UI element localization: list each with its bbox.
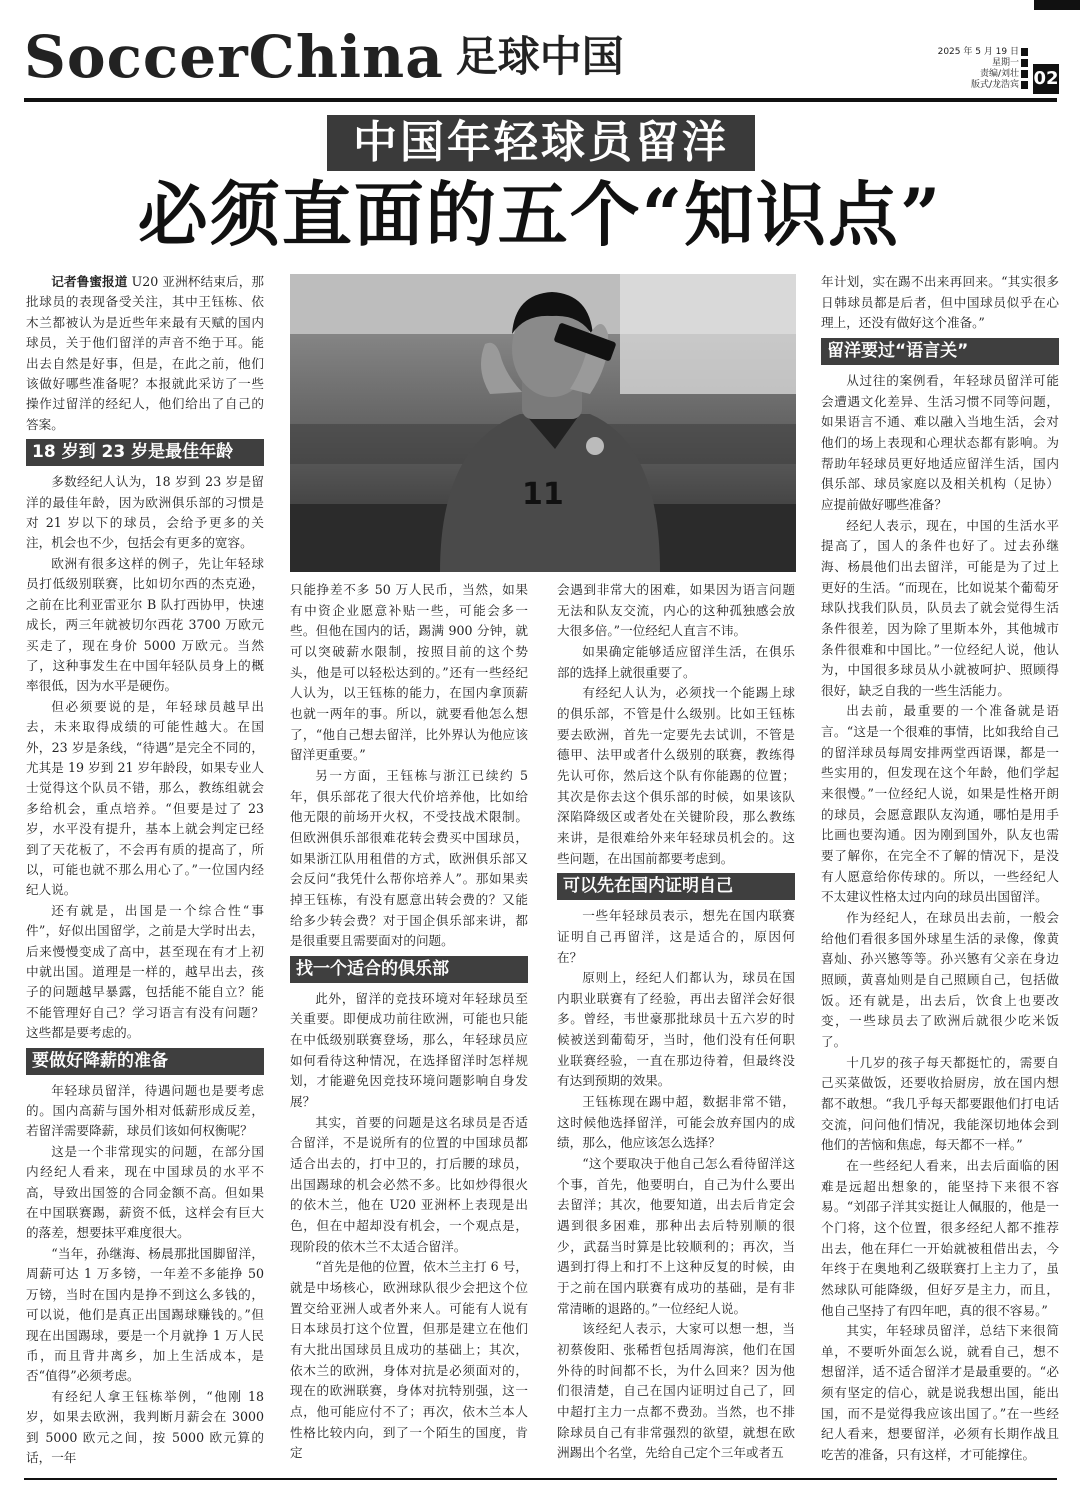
col4-p1: 年计划，实在踢不出来再回来。“其实很多日韩球员都是后者，但中国球员似乎在心理上，还没有做好这个准备。” — [821, 274, 1059, 331]
col3-p8: 该经纪人表示，大家可以想一想，当初蔡俊阳、张稀哲包括周海滨，他们在国外待的时间都不长，为什么回来？因为他们很清楚，自己在国内证明过自己了，回中超打主力一点都不费劲。当然，也不排除球员自己有非常强烈的欲望，就想在欧洲踢出个名堂，先给自己定个三年或者五 — [557, 1321, 795, 1461]
jersey-number: 11 — [522, 477, 564, 512]
column-2 — [290, 580, 528, 1464]
col1-p6: 年轻球员留洋，待遇问题也是要考虑的。国内高薪与国外相对低薪形成反差，若留洋需要降薪，球员们该如何权衡呢？ — [26, 1082, 264, 1139]
corner-mark — [1034, 0, 1080, 10]
column-1 — [26, 272, 264, 1468]
col1-p2: 多数经纪人认为，18 岁到 23 岁是留洋的最佳年龄，因为欧洲俱乐部的习惯是对 21 岁以下的球员，会给予更多的关注，机会也不少，包括会有更多的宽容。 — [26, 474, 264, 551]
col3-p5: 原则上，经纪人们都认为，球员在国内职业联赛有了经验，再出去留洋会好很多。曾经，韦世豪那批球员十五六岁的时候被送到葡萄牙，当时，他们没有任何职业联赛经验，一直在那边待着，但最终没有达到预期的效果。 — [557, 970, 795, 1089]
col1-p9: 有经纪人拿王钰栋举例，“他刚 18 岁，如果去欧洲，我判断月薪会在 3000 到 5000 欧元之间，按 5000 欧元算的话，一年 — [26, 1388, 264, 1465]
col4-p6: 十几岁的孩子每天都挺忙的，需要自己买菜做饭，还要收拾厨房，放在国内想都不敢想。“我几乎每天都要跟他们打电话交流，问问他们情况，我能深切地体会到他们的苦恼和焦虑，每天都不一样。” — [821, 1054, 1059, 1153]
col1-p3: 欧洲有很多这样的例子，先让年轻球员打低级别联赛，比如切尔西的杰克逊，之前在比利亚雷亚尔 B 队打西协甲，快速成长，两三年就被切尔西花 3700 万欧元买走了，现在身价 5000 万欧元。当然了，这种事发生在中国年轻队员身上的概率很低，因为水平是硬伤。 — [26, 555, 264, 694]
col4-p2: 从过往的案例看，年轻球员留洋可能会遭遇文化差异、生活习惯不同等问题，如果语言不通、难以融入当地生活，会对他们的场上表现和心理状态都有影响。为帮助年轻球员更好地适应留洋生活，国内俱乐部、球员家庭以及相关机构（足协）应提前做好哪些准备？ — [821, 372, 1059, 512]
col3-p4: 一些年轻球员表示，想先在国内联赛证明自己再留洋，这是适合的，原因何在？ — [557, 908, 795, 965]
masthead — [24, 22, 624, 94]
col1-p5: 还有就是，出国是一个综合性“事件”，好似出国留学，之前是大学时出去，后来慢慢变成了高中，甚至现在有才上初中就出国。道理是一样的，越早出去，孩子的问题越早暴露，包括能不能自立？能不能管理好自己？学习语言有没有问题？这些都是要考虑的。 — [26, 902, 264, 1041]
column-4 — [821, 272, 1059, 1466]
col4-p3: 经纪人表示，现在，中国的生活水平提高了，国人的条件也好了。过去孙继海、杨晨他们出去留洋，可能是为了过上更好的生活。“而现在，比如说某个葡萄牙球队找我们队员，队员去了就会觉得生活条件很差，因为除了里斯本外，其他城市条件很难和中国比。”一位经纪人说，他认为，中国很多球员从小就被呵护、照顾得很好，缺乏自我的一些生活能力。 — [821, 517, 1059, 698]
col3-p1: 会遇到非常大的困难，如果因为语言问题无法和队友交流，内心的这种孤独感会放大很多倍。”一位经纪人直言不讳。 — [557, 582, 795, 639]
col1-p7: 这是一个非常现实的问题，在部分国内经纪人看来，现在中国球员的水平不高，导致出国签的合同金额不高。但如果在中国联赛踢，薪资不低，这样会有巨大的落差，想要抹平难度很大。 — [26, 1143, 264, 1241]
footer-rule — [24, 1478, 1057, 1480]
masthead-brand-en: SoccerChina — [24, 23, 444, 91]
col1-p4: 但必须要说的是，年轻球员越早出去，未来取得成绩的可能性越大。在国外，23 岁是条线，“待遇”是完全不同的，尤其是 19 岁到 21 岁年龄段，如果专业人士觉得这个队员不错，那么，教练组就会多给机会，重点培养。“但要是过了 23 岁，水平没有提升，基本上就会判定已经到了天花板了，不会再有质的提高了，所以，可能也就不那么用心了。”一位国内经纪人说。 — [26, 698, 264, 898]
col4-p4: 出去前，最重要的一个准备就是语言。“这是一个很难的事情，比如我给自己的留洋球员每周安排两堂西语课，都是一些实用的，但发现在这个年龄，他们学起来很慢。”一位经纪人说，如果是性格开朗的球员，会愿意跟队友沟通，哪怕是用手比画也要沟通。因为刚到国外，队友也需要了解你，在完全不了解的情况下，是没有人愿意给你传球的。所以，一些经纪人不太建议性格太过内向的球员出国留洋。 — [821, 703, 1059, 905]
col4-p7: 在一些经纪人看来，出去后面临的困难是远超出想象的，能坚持下来很不容易。“刘邵子洋其实挺让人佩服的，他是一个门将，这个位置，很多经纪人都不推荐出去，他在拜仁一开始就被租借出去，今年终于在奥地利乙级联赛打上主力了，虽然球队可能降级，但好歹是主力，而且，他自己坚持了有四年吧，真的很不容易。” — [821, 1157, 1059, 1318]
col4-p5: 作为经纪人，在球员出去前，一般会给他们看很多国外球星生活的录像，像黄喜灿、孙兴慜等等。孙兴慜有父亲在身边照顾，黄喜灿则是自己照顾自己，包括做饭。还有就是，出去后，饮食上也要改变，一些球员去了欧洲后就很少吃米饭了。 — [821, 910, 1059, 1049]
col3-p3: 有经纪人认为，必须找一个能踢上球的俱乐部，不管是什么级别。比如王钰栋要去欧洲，首先一定要先去试训，不管是德甲、法甲或者什么级别的联赛，教练得先认可你，然后这个队有你能踢的位置；其次是你去这个俱乐部的时候，如果该队深陷降级区或者处在关键阶段，那么教练来讲，是很难给外来年轻球员机会的。这些问题，在出国前都要考虑到。 — [557, 685, 795, 866]
col3-p2: 如果确定能够适应留洋生活，在俱乐部的选择上就很重要了。 — [557, 643, 795, 680]
article-byline: 记者鲁蜜报道 — [51, 274, 128, 289]
col3-p6: 王钰栋现在踢中超，数据非常不错，这时候他选择留洋，可能会放弃国内的成绩，那么，他应该怎么选择？ — [557, 1094, 795, 1151]
section-heading-language: 留洋要过“语言关” — [821, 338, 1059, 365]
issue-meta — [928, 47, 1028, 91]
masthead-rule — [24, 98, 1057, 102]
section-heading-club: 找一个适合的俱乐部 — [290, 956, 528, 983]
section-heading-salary: 要做好降薪的准备 — [26, 1048, 264, 1075]
col2-p5: “首先是他的位置，依木兰主打 6 号，就是中场核心，欧洲球队很少会把这个位置交给亚洲人或者外来人。可能有人说有日本球员打这个位置，但那是建立在他们有大批出国球员且成功的基础上；其次，依木兰的欧洲，身体对抗是必须面对的，现在的欧洲联赛，身体对抗特别强，这一点，他可能应付不了；再次，依木兰本人性格比较内向，到了一个陌生的国度，肯定 — [290, 1259, 528, 1461]
section-heading-domestic: 可以先在国内证明自己 — [557, 873, 795, 900]
player-photo — [290, 274, 796, 572]
page-number: 02 — [1033, 64, 1059, 94]
issue-weekday: 星期一 — [991, 58, 1019, 68]
col4-p8: 其实，年轻球员留洋，总结下来很简单，不要听外面怎么说，就看自己，想不想留洋，适不适合留洋才是最重要的。“必须有坚定的信心，就是说我想出国，能出国，而不是觉得我应该出国了。”在一些经纪人看来，想要留洋，必须有长期作战且吃苦的准备，只有这样，才可能撑住。 — [821, 1323, 1059, 1463]
col2-p3: 此外，留洋的竞技环境对年轻球员至关重要。即便成功前往欧洲，可能也只能在中低级别联赛登场，那么，年轻球员应如何看待这种情况，在选择留洋时怎样规划，才能避免因竞技环境问题影响自身发展？ — [290, 990, 528, 1110]
issue-design: 版式/龙浩宾 — [970, 80, 1019, 90]
masthead-brand-cn: 足球中国 — [455, 32, 624, 81]
article-headline: 必须直面的五个“知识点” — [137, 173, 943, 256]
issue-editor: 责编/刘壮 — [979, 69, 1019, 79]
issue-date: 2025 年 5 月 19 日 — [937, 47, 1019, 57]
col1-p1: U20 亚洲杯结束后，那批球员的表现备受关注，其中王钰栋、依木兰都被认为是近些年来最有天赋的国内球员，关于他们留洋的声音不绝于耳。能出去自然是好事，但是，在此之前，他们该做好哪些准备呢？本报就此采访了一些操作过留洋的经纪人，他们给出了自己的答案。 — [26, 274, 265, 432]
col1-p8: “当年，孙继海、杨晨那批国脚留洋，周薪可达 1 万多镑，一年差不多能挣 50 万镑，当时在国内是挣不到这么多钱的，可以说，他们是真正出国踢球赚钱的。”但现在出国踢球，要是一个月就挣 1 万人民币，而且背井离乡，加上生活成本，是否“值得”必须考虑。 — [26, 1245, 264, 1384]
article-kicker: 中国年轻球员留洋 — [327, 115, 755, 171]
column-3 — [557, 580, 795, 1464]
col3-p7: “这个要取决于他自己怎么看待留洋这个事，首先，他要明白，自己为什么要出去留洋；其次，他要知道，出去后肯定会遇到很多困难，那种出去后特别顺的很少，武磊当时算是比较顺利的；再次，当遇到打得上和打不上这种反复的时候，由于之前在国内联赛有成功的基础，是有非常清晰的退路的。”一位经纪人说。 — [557, 1156, 795, 1316]
section-heading-age: 18 岁到 23 岁是最佳年龄 — [26, 439, 264, 466]
col2-p4: 其实，首要的问题是这名球员是否适合留洋，不是说所有的位置的中国球员都适合出去的，打中卫的，打后腰的球员，出国踢球的机会必然不多。比如炒得很火的依木兰，他在 U20 亚洲杯上表现是出色，但在中超却没有机会，一个观点是，现阶段的依木兰不太适合留洋。 — [290, 1114, 528, 1254]
col2-p1: 只能挣差不多 50 万人民币，当然，如果有中资企业愿意补贴一些，可能会多一些。但他在国内的话，踢满 900 分钟，就可以突破薪水限制，按照目前的这个势头，他是可以轻松达到的。”还有一些经纪人认为，以王钰栋的能力，在国内拿顶薪也就一两年的事。所以，就要看他怎么想了，“他自己想去留洋，比外界认为他应该留洋更重要。” — [290, 582, 528, 763]
col2-p2: 另一方面，王钰栋与浙江已续约 5 年，俱乐部花了很大代价培养他，比如给他无限的前场开火权，不受技战术限制。但欧洲俱乐部很难花转会费买中国球员，如果浙江队用租借的方式，欧洲俱乐部又会反问“我凭什么帮你培养人”。那如果卖掉王钰栋，有没有愿意出转会费的？又能给多少转会费？对于国企俱乐部来讲，都是很重要且需要面对的问题。 — [290, 767, 528, 949]
